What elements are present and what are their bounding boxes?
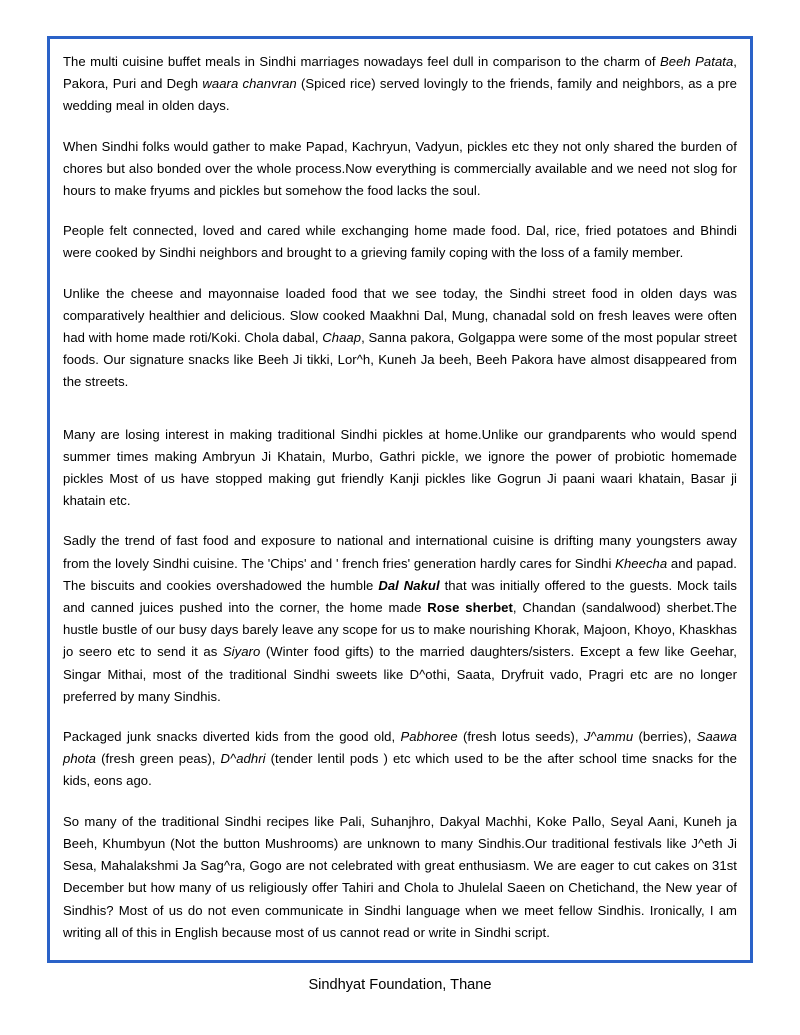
text-run: (fresh green peas), (96, 751, 221, 767)
text-run: and papad. The biscuits and cookies overshadowed the humble (63, 555, 737, 593)
text-run: Packaged junk snacks diverted kids from the good old, (63, 729, 401, 745)
text-run: (fresh lotus seeds), (457, 729, 584, 745)
paragraph (63, 220, 737, 264)
text-run: , Pakora, Puri and Degh (63, 54, 737, 92)
text-run: People felt connected, loved and cared while exchanging home made food. Dal, rice, fried potatoes and Bhindi were cooked by Sindhi neighbors and brought to a grieving family coping with the loss of a family member. (63, 223, 737, 261)
article-content-box (47, 36, 753, 963)
text-run: that was initially offered to the guests. Mock tails and canned juices pushed into the corner, the home made (63, 577, 737, 616)
text-run: Kheecha (615, 555, 668, 571)
paragraph (63, 136, 737, 203)
text-run: , Chandan (sandalwood) sherbet.The hustle bustle of our busy days barely leave any scope for us to make nourishing Khorak, Majoon, Khoyo, Khaskhas jo seero etc to send it as (63, 600, 738, 660)
paragraph (63, 424, 737, 513)
paragraph (63, 283, 737, 394)
page-footer: Sindhyat Foundation, Thane (308, 977, 492, 993)
text-run: So many of the traditional Sindhi recipes like Pali, Suhanjhro, Dakyal Machhi, Koke Pallo, Seyal Aani, Kuneh ja Beeh, Khumbyun (Not the button Mushrooms) are unknown to many Sindhis.Our traditional festivals like J^eth Ji Sesa, Mahalakshmi Ja Sag^ra, Gogo are not celebrated with great enthusiasm. We are eager to cut cakes on 31st December but how many of us religiously offer Tahiri and Chola to Jhulelal Saeen on Chetichand, the New year of Sindhis? Most of us do not even communicate in Sindhi language when we meet fellow Sindhis. Ironically, I am writing all of this in English because most of us cannot read or write in Sindhi script. (63, 813, 737, 940)
text-run: D^adhri (220, 751, 266, 767)
paragraph (63, 530, 737, 708)
text-run: J^ammu (583, 729, 634, 745)
article-paragraph-list (63, 51, 737, 963)
text-run: Chaap (322, 330, 362, 346)
text-run: Sadly the trend of fast food and exposure to national and international cuisine is drifting many youngsters away from the lovely Sindhi cuisine. The 'Chips' and ' french fries' generation hardly cares for Sindhi (63, 533, 737, 571)
text-run: Unlike the cheese and mayonnaise loaded food that we see today, the Sindhi street food in olden days was comparatively healthier and delicious. Slow cooked Maakhni Dal, Mung, chanadal sold on fresh leaves were often had with home made roti/Koki. Chola dabal, (63, 285, 737, 346)
paragraph (63, 726, 737, 793)
text-run: (berries), (633, 729, 697, 745)
text-run: Dal Nakul (378, 577, 440, 593)
text-run: Siyaro (222, 644, 261, 660)
text-run: Rose sherbet (427, 600, 513, 616)
paragraph (63, 811, 737, 944)
text-run: Many are losing interest in making traditional Sindhi pickles at home.Unlike our grandparents who would spend summer times making Ambryun Ji Khatain, Murbo, Gathri pickle, we ignore the power of probiotic homemade pickles Most of us have stopped making gut friendly Kanji pickles like Gogrun Ji paani waari khatain, Basar ji khatain etc. (63, 426, 737, 509)
text-run: Beeh Patata (659, 54, 734, 69)
text-run: Pabhoree (400, 729, 458, 745)
text-run: (Winter food gifts) to the married daughters/sisters. Except a few like Geehar, Singar Mithai, most of the traditional Sindhi sweets like D^othi, Saata, Dryfruit vado, Pragri etc are no longer preferred by many Sindhis. (63, 644, 737, 704)
text-run: (tender lentil pods ) etc which used to be the after school time snacks for the kids, eons ago. (63, 751, 738, 789)
text-run: waara chanvran (202, 76, 297, 92)
text-run: When Sindhi folks would gather to make Papad, Kachryun, Vadyun, pickles etc they not only shared the burden of chores but also bonded over the whole process.Now everything is commercially available and we need not slog for hours to make fryums and pickles but somehow the food lacks the soul. (63, 138, 737, 199)
paragraph (63, 51, 737, 118)
text-run: The multi cuisine buffet meals in Sindhi marriages nowadays feel dull in comparison to the charm of (63, 54, 660, 69)
text-run: , Sanna pakora, Golgappa were some of the most popular street foods. Our signature snacks like Beeh Ji tikki, Lor^h, Kuneh Ja beeh, Beeh Pakora have almost disappeared from the streets. (63, 330, 737, 390)
text-run: (Spiced rice) served lovingly to the friends, family and neighbors, as a pre wedding meal in olden days. (63, 76, 737, 114)
text-run: Saawa phota (63, 729, 737, 767)
paragraph (63, 962, 737, 963)
